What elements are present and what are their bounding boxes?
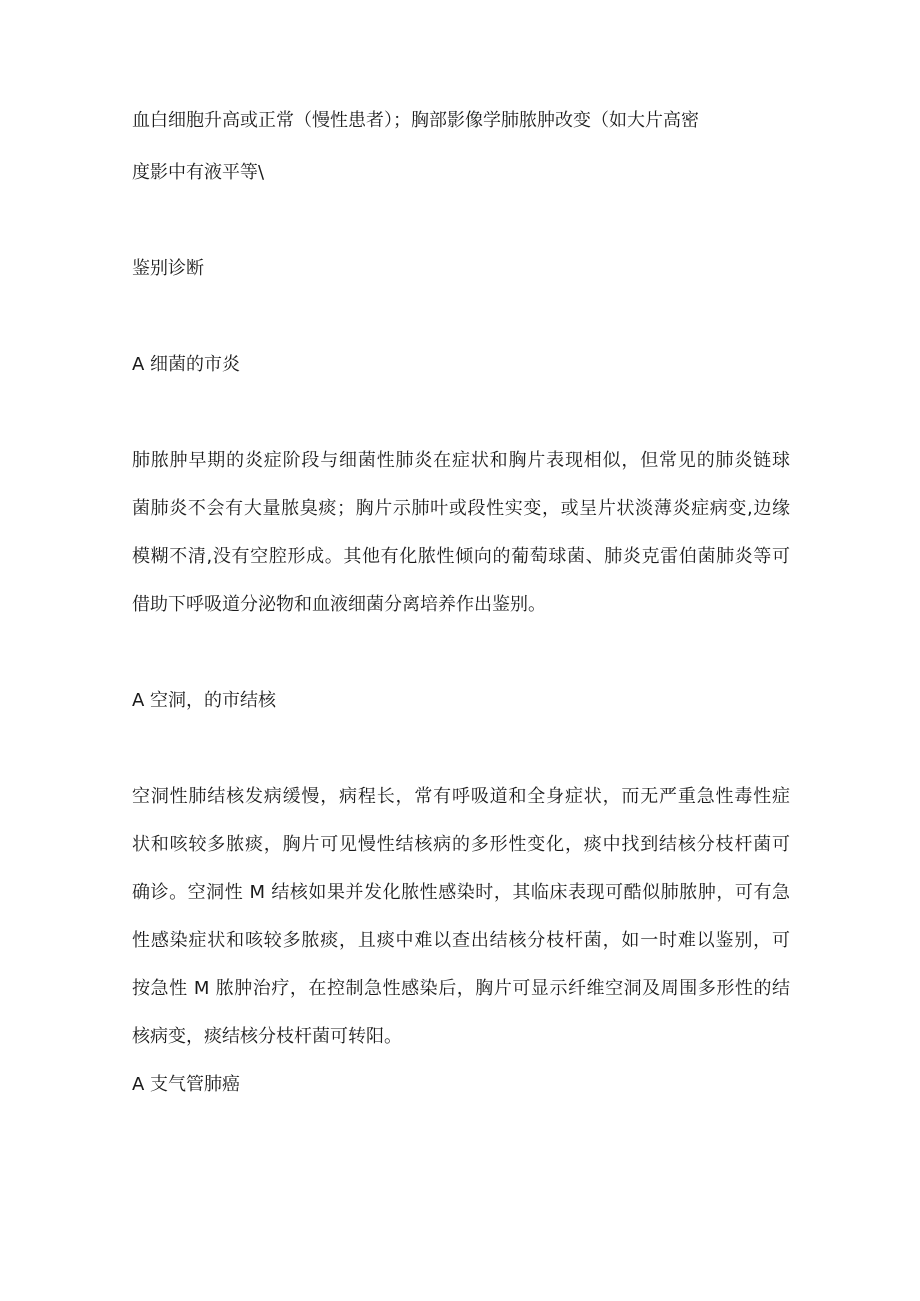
intro-line-1: 血白细胞升高或正常（慢性患者）；胸部影像学肺脓肿改变（如大片高密	[132, 110, 699, 131]
paragraph-line: 空洞性肺结核发病缓慢，病程长，常有呼吸道和全身症状，而无严重急性毒性症	[132, 786, 790, 807]
paragraph-line: 状和咳较多脓痰，胸片可见慢性结核病的多形性变化，痰中找到结核分枝杆菌可	[132, 834, 790, 855]
section-title: 鉴别诊断	[132, 258, 204, 279]
paragraph-line: 确诊。空洞性 M 结核如果并发化脓性感染时，其临床表现可酷似肺脓肿，可有急	[132, 882, 790, 903]
paragraph-line: 按急性 M 脓肿治疗，在控制急性感染后，胸片可显示纤维空洞及周围多形性的结	[132, 978, 790, 999]
item-heading-bacterial-pneumonia: A 细菌的市炎	[132, 354, 241, 375]
intro-line-2: 度影中有液平等\	[132, 162, 265, 183]
paragraph-line: 菌肺炎不会有大量脓臭痰；胸片示肺叶或段性实变，或呈片状淡薄炎症病变,边缘	[132, 498, 790, 519]
item-heading-cavitary-tuberculosis: A 空洞，的市结核	[132, 690, 277, 711]
paragraph-line: 肺脓肿早期的炎症阶段与细菌性肺炎在症状和胸片表现相似，但常见的肺炎链球	[132, 450, 790, 471]
paragraph-line: 模糊不清,没有空腔形成。其他有化脓性倾向的葡萄球菌、肺炎克雷伯菌肺炎等可	[132, 546, 790, 567]
paragraph-line: 核病变，痰结核分枝杆菌可转阳。	[132, 1026, 402, 1047]
paragraph-line: 性感染症状和咳较多脓痰，且痰中难以查出结核分枝杆菌，如一时难以鉴别，可	[132, 930, 790, 951]
paragraph-line: 借助下呼吸道分泌物和血液细菌分离培养作出鉴别。	[132, 594, 546, 615]
item-heading-bronchogenic-carcinoma: A 支气管肺癌	[132, 1074, 241, 1095]
